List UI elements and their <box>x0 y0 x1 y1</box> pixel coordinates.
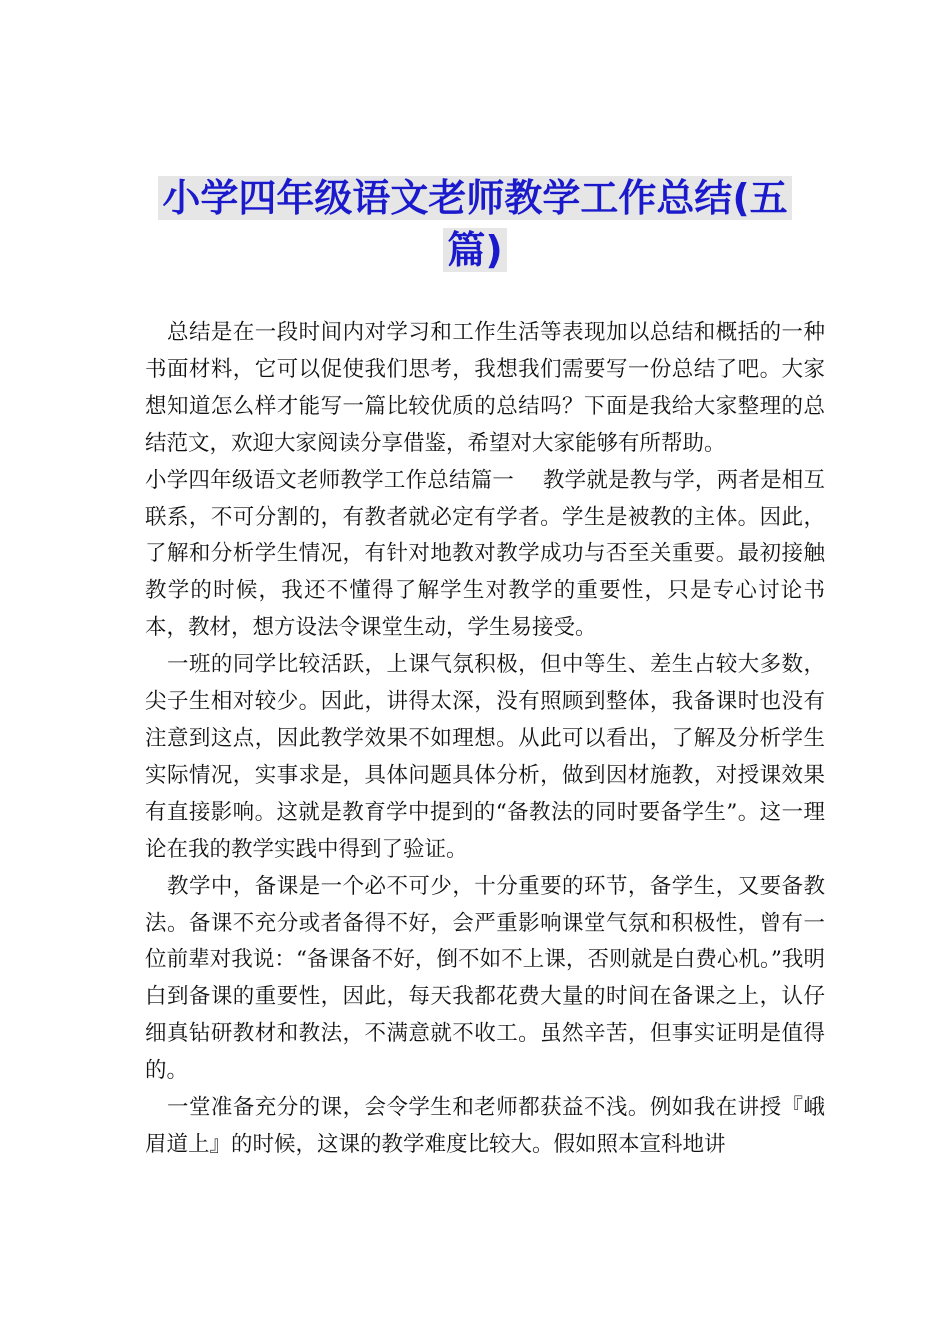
paragraph-example: 一堂准备充分的课，会令学生和老师都获益不浅。例如我在讲授『峨眉道上』的时候，这课的教学难度比较大。假如照本宣科地讲 <box>145 1095 825 1157</box>
paragraph-lesson-prep: 教学中，备课是一个必不可少，十分重要的环节，备学生，又要备教法。备课不充分或者备得不好，会严重影响课堂气氛和积极性，曾有一位前辈对我说：“备课备不好，倒不如不上课，否则就是白费心机。”我明白到备课的重要性，因此，每天我都花费大量的时间在备课之上，认仔细真钻研教材和教法，不满意就不收工。虽然辛苦，但事实证明是值得的。 <box>145 873 825 1084</box>
paragraph-section-one: 小学四年级语文老师教学工作总结篇一 教学就是教与学，两者是相互联系，不可分割的，有教者就必定有学者。学生是被教的主体。因此，了解和分析学生情况，有针对地教对教学成功与否至关重要。最初接触教学的时候，我还不懂得了解学生对教学的重要性，只是专心讨论书本，教材，想方设法令课堂生动，学生易接受。 <box>145 467 825 641</box>
paragraph-intro: 总结是在一段时间内对学习和工作生活等表现加以总结和概括的一种书面材料，它可以促使我们思考，我想我们需要写一份总结了吧。大家想知道怎么样才能写一篇比较优质的总结吗？下面是我给大家整理的总结范文，欢迎大家阅读分享借鉴，希望对大家能够有所帮助。 <box>145 320 825 456</box>
document-title-text: 小学四年级语文老师教学工作总结(五篇) <box>158 176 791 272</box>
document-body <box>145 315 825 1164</box>
document-title <box>145 172 805 276</box>
paragraph-class-analysis: 一班的同学比较活跃，上课气氛积极，但中等生、差生占较大多数，尖子生相对较少。因此，讲得太深，没有照顾到整体，我备课时也没有注意到这点，因此教学效果不如理想。从此可以看出，了解及分析学生实际情况，实事求是，具体问题具体分析，做到因材施教，对授课效果有直接影响。这就是教育学中提到的“备教法的同时要备学生”。这一理论在我的教学实践中得到了验证。 <box>145 652 825 862</box>
